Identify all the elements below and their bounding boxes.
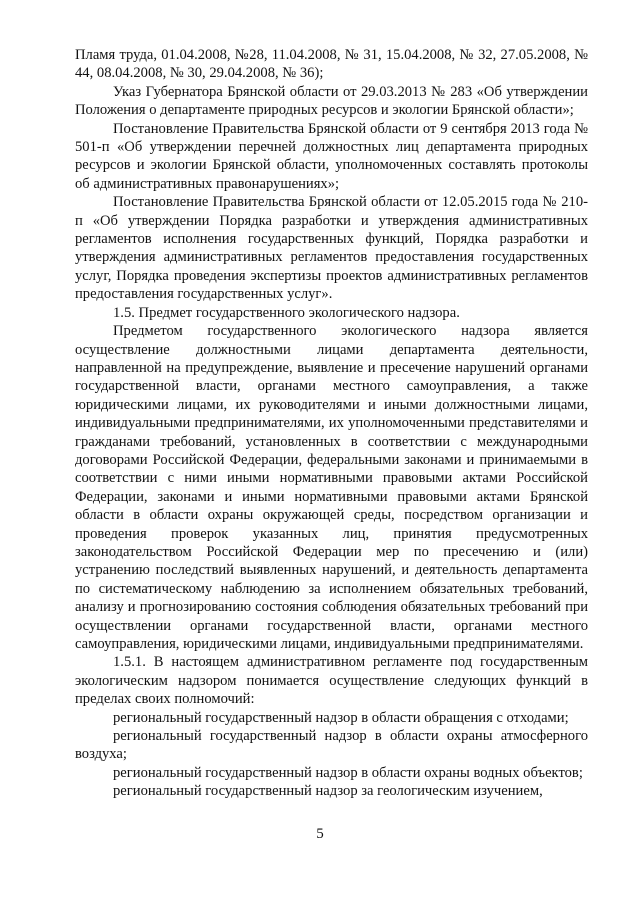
list-item: региональный государственный надзор за геологическим изучением, xyxy=(113,783,543,800)
document-body xyxy=(75,46,588,801)
paragraph: 1.5.1. В настоящем административном регламенте под государственным экологическим надзором понимается осуществление следующих функций в пределах своих полномочий: xyxy=(75,654,588,708)
paragraph: Пламя труда, 01.04.2008, №28, 11.04.2008, № 31, 15.04.2008, № 32, 27.05.2008, № 44, 08.04.2008, № 30, 29.04.2008, № 36); xyxy=(75,47,588,82)
page-number: 5 xyxy=(316,826,324,842)
paragraph: Постановление Правительства Брянской области от 9 сентября 2013 года № 501-п «Об утверждении перечней должностных лиц департамента природных ресурсов и экологии Брянской области, уполномоченных составлять протоколы об административных правонарушениях»; xyxy=(75,120,588,192)
paragraph: Предметом государственного экологического надзора является осуществление должностными лицами департамента деятельности, направленной на предупреждение, выявление и пресечение нарушений органами государственной власти, органами местного самоуправления, а также юридическими лицами, их руководителями и иными должностными лицами, индивидуальными предпринимателями, их уполномоченными представителями и гражданами требований, установленных в соответствии с международными договорами Российской Федерации, федеральными законами и принимаемыми в соответствии с ними иными нормативными правовыми актами Российской Федерации, законами и иными нормативными правовыми актами Брянской области в области охраны окружающей среды, посредством организации и проведения проверок указанных лиц, принятия предусмотренных законодательством Российской Федерации мер по пресечению и (или) устранению последствий выявленных нарушений, и деятельность департамента по систематическому наблюдению за исполнением обязательных требований, анализу и прогнозированию состояния соблюдения обязательных требований при осуществлении органами государственной власти, органами местного самоуправления, юридическими лицами, индивидуальными предпринимателями. xyxy=(75,323,588,652)
paragraph: Указ Губернатора Брянской области от 29.03.2013 № 283 «Об утверждении Положения о департаменте природных ресурсов и экологии Брянской области»; xyxy=(75,83,588,119)
list-item: региональный государственный надзор в области охраны водных объектов; xyxy=(113,764,583,781)
list-item: региональный государственный надзор в области обращения с отходами; xyxy=(113,709,569,726)
paragraph: Постановление Правительства Брянской области от 12.05.2015 года № 210-п «Об утверждении Порядка разработки и утверждения административных регламентов исполнения государственных функций, Порядка разработки и утверждения административных регламентов предоставления государственных услуг, Порядка проведения экспертизы проектов административных регламентов предоставления государственных услуг». xyxy=(75,194,588,303)
section-heading: 1.5. Предмет государственного экологического надзора. xyxy=(113,304,460,321)
list-item: региональный государственный надзор в области охраны атмосферного воздуха; xyxy=(75,728,588,763)
